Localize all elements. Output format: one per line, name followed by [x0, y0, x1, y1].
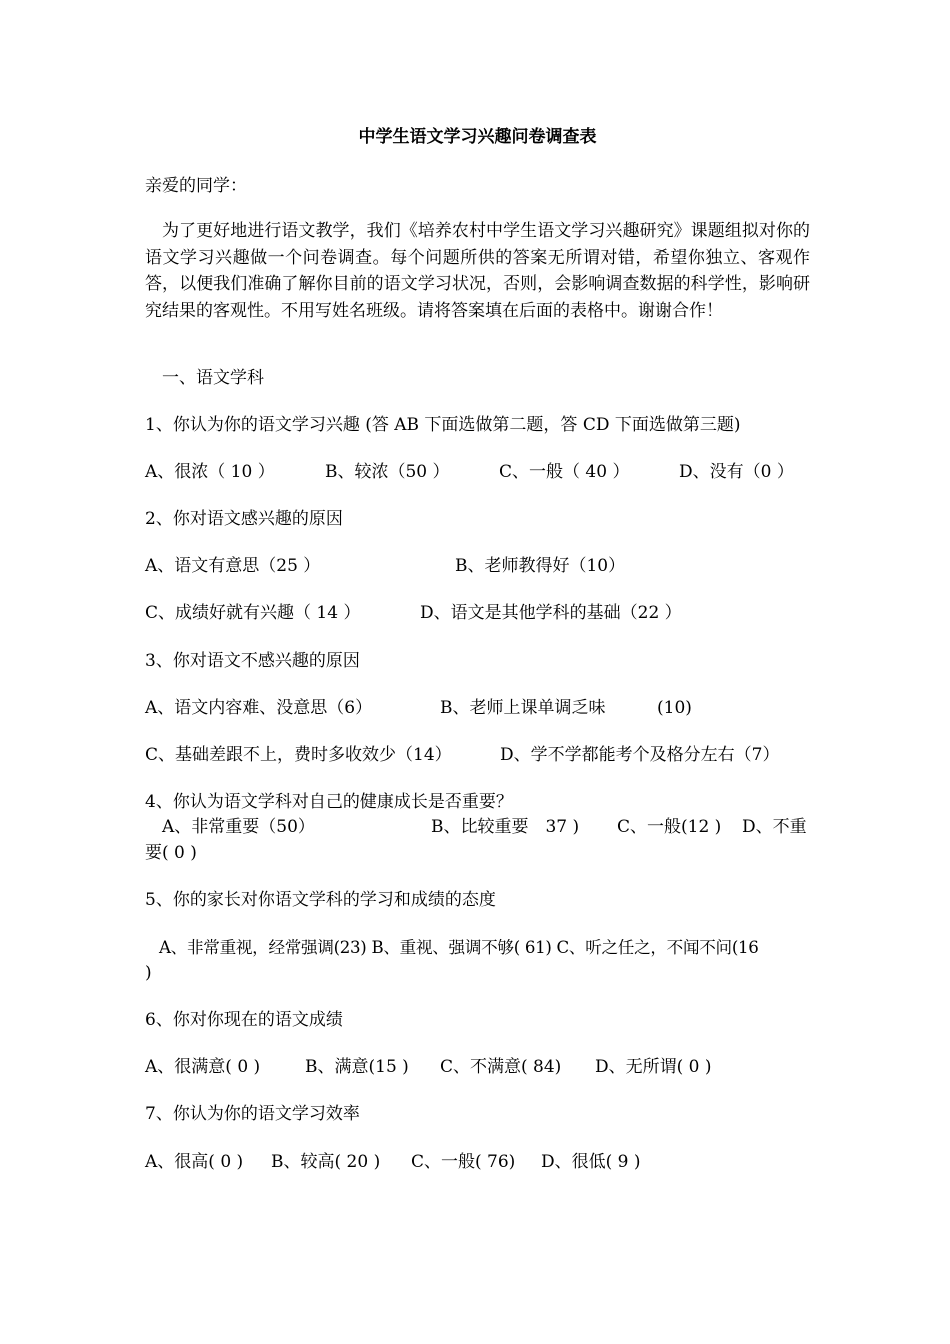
question-5: 5、你的家长对你语文学科的学习和成绩的态度 [145, 890, 496, 910]
intro-paragraph: 为了更好地进行语文教学，我们《培养农村中学生语文学习兴趣研究》课题组拟对你的语文学习兴趣做一个问卷调查。每个问题所供的答案无所谓对错，希望你独立、客观作答，以便我们准确了解你目前的语文学习状况，否则，会影响调查数据的科学性，影响研究结果的客观性。不用写姓名班级。请将答案填在后面的表格中。谢谢合作！ [145, 221, 810, 321]
q6-option-b: B、满意(15 ) [305, 1057, 409, 1077]
question-3: 3、你对语文不感兴趣的原因 [145, 651, 360, 671]
question-2: 2、你对语文感兴趣的原因 [145, 509, 343, 529]
q7-option-d: D、很低( 9 ) [541, 1152, 641, 1172]
q1-option-c: C、一般（ 40 ） [499, 462, 630, 482]
document-title: 中学生语文学习兴趣问卷调查表 [358, 127, 597, 147]
q6-option-c: C、不满意( 84) [440, 1057, 562, 1077]
greeting: 亲爱的同学： [145, 176, 247, 196]
question-1: 1、你认为你的语文学习兴趣 (答 AB 下面选做第二题，答 CD 下面选做第三题) [145, 415, 741, 435]
section-heading: 一、语文学科 [162, 368, 264, 388]
q1-option-b: B、较浓（50 ） [325, 462, 450, 482]
question-4: 4、你认为语文学科对自己的健康成长是否重要？ [145, 792, 513, 812]
q5-options-continued: ) [145, 963, 152, 983]
q2-option-c: C、成绩好就有兴趣（ 14 ） [145, 603, 361, 623]
q1-option-a: A、很浓（ 10 ） [145, 462, 275, 482]
question-6: 6、你对你现在的语文成绩 [145, 1010, 343, 1030]
q4-option-b: B、比较重要 37 ) [431, 817, 580, 837]
q4-option-d-continued: 要( 0 ) [145, 843, 197, 863]
q2-option-b: B、老师教得好（10） [455, 556, 626, 576]
document-page [145, 0, 810, 1344]
q6-option-a: A、很满意( 0 ) [145, 1057, 261, 1077]
q5-options: A、非常重视，经常强调(23) B、重视、强调不够( 61) C、听之任之，不闻不问(16 [159, 938, 759, 957]
q3-option-a: A、语文内容难、没意思（6） [145, 698, 373, 718]
q1-option-d: D、没有（0 ） [679, 462, 794, 482]
q3-option-c: C、基础差跟不上，费时多收效少（14） [145, 745, 452, 765]
q4-option-c: C、一般(12 ) [617, 817, 722, 837]
q3-option-b: B、老师上课单调乏味 [440, 698, 606, 718]
q6-option-d: D、无所谓( 0 ) [595, 1057, 712, 1077]
q2-option-d: D、语文是其他学科的基础（22 ） [420, 603, 682, 623]
q7-option-c: C、一般( 76) [411, 1152, 516, 1172]
q7-option-b: B、较高( 20 ) [271, 1152, 381, 1172]
q3-option-b-count: (10) [657, 698, 692, 718]
q7-option-a: A、很高( 0 ) [145, 1152, 244, 1172]
q4-option-a: A、非常重要（50） [162, 817, 315, 837]
q2-option-a: A、语文有意思（25 ） [145, 556, 321, 576]
question-7: 7、你认为你的语文学习效率 [145, 1104, 360, 1124]
q4-option-d: D、不重 [742, 817, 807, 837]
q3-option-d: D、学不学都能考个及格分左右（7） [500, 745, 780, 765]
